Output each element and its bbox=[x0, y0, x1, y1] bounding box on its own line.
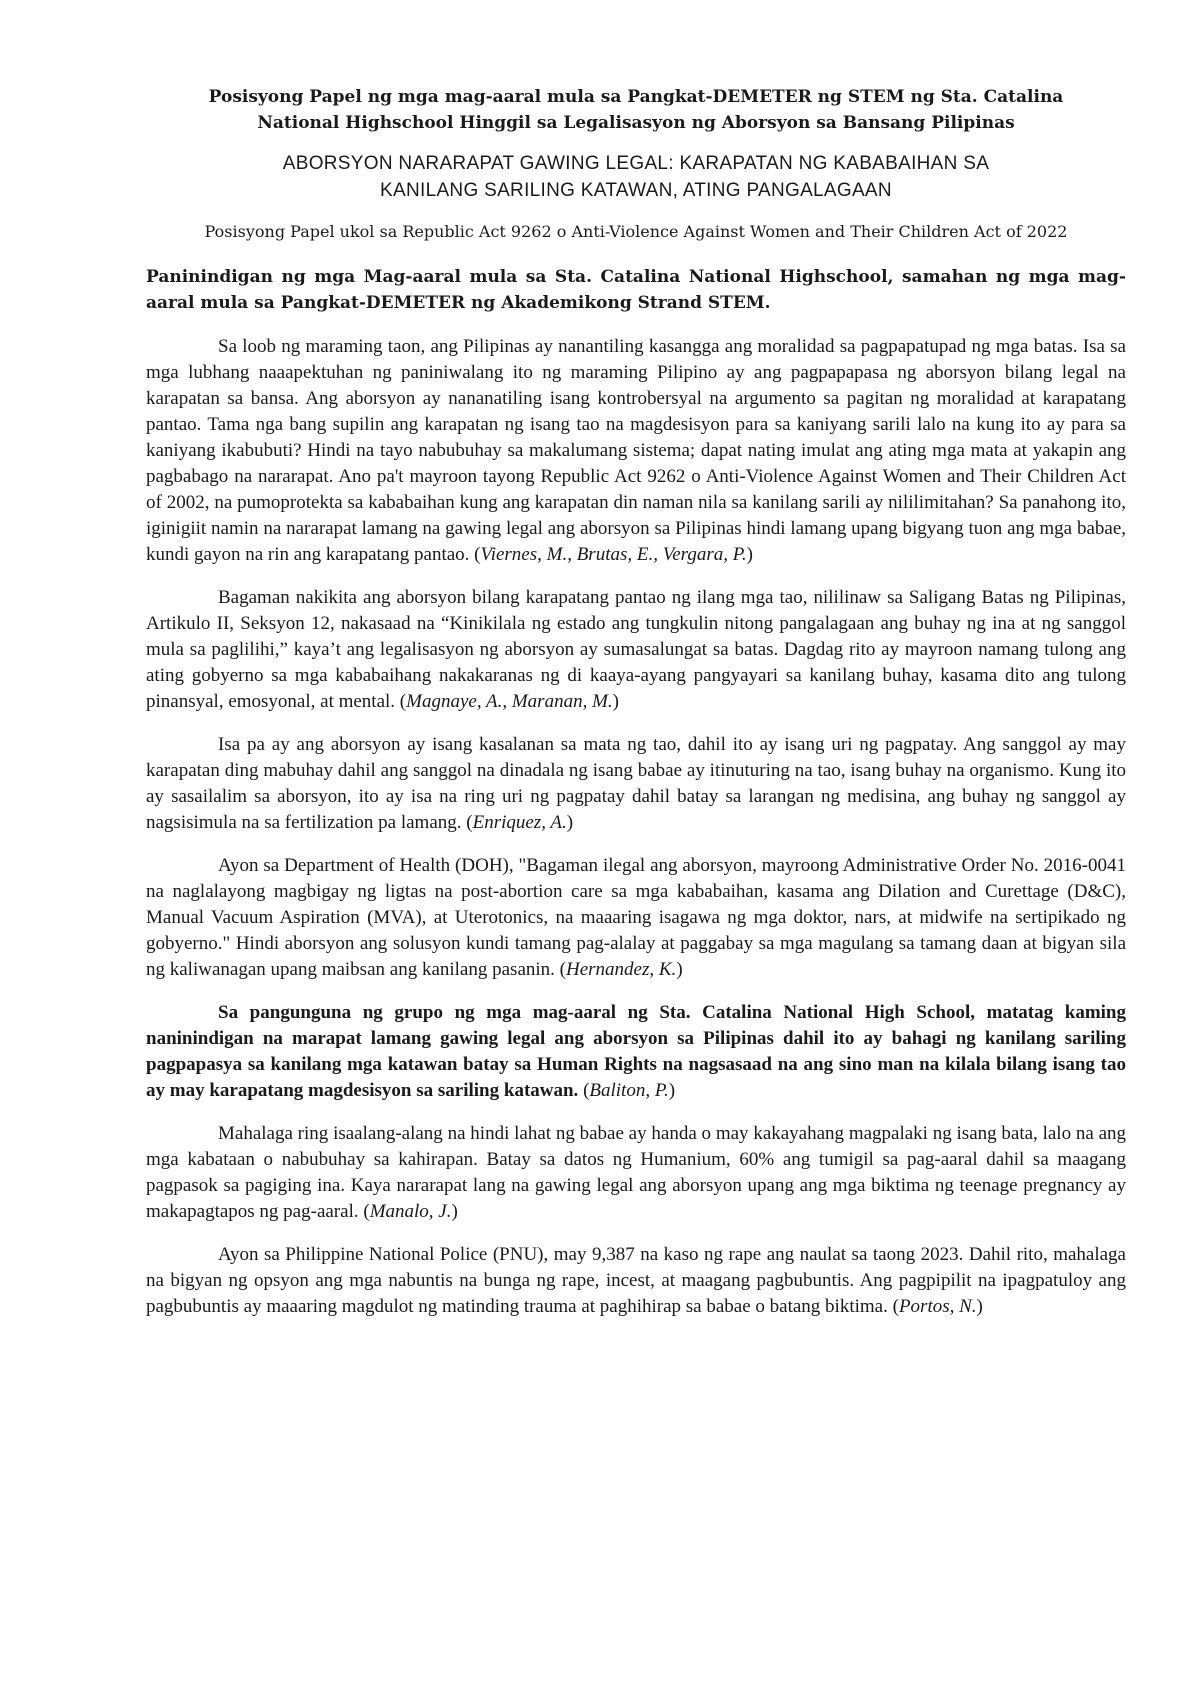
paragraph-5 bbox=[146, 1121, 1126, 1225]
citation-4-close: ) bbox=[676, 959, 683, 980]
paragraph-4-text: Ayon sa Department of Health (DOH), "Bagaman ilegal ang aborsyon, mayroong Administrative Order No. 2016-0041 na naglalayong magbigay ng ligtas na post-abortion care sa mga kababaihan, kasama ang Dilation and Curettage (D&C), Manual Vacuum Aspiration (MVA), at Uterotonics, na maaaring isagawa ng mga doktor, nars, at midwife na sertipikado ng gobyerno." Hindi aborsyon ang solusyon kundi tamang pag-alalay at paggabay sa mga magulang sa tamang daan at bigyan sila ng kaliwanagan upang maibsan ang kanilang pasanin. ( bbox=[146, 855, 1126, 980]
citation-3-close: ) bbox=[566, 812, 574, 833]
position-statement bbox=[146, 1000, 1126, 1104]
citation-3: Enriquez, A. bbox=[472, 812, 567, 833]
citation-6: Portos, N. bbox=[898, 1296, 977, 1317]
headline bbox=[146, 150, 1126, 204]
paragraph-1 bbox=[146, 334, 1126, 568]
citation-2: Magnaye, A., Maranan, M. bbox=[406, 691, 613, 712]
position-citation-open: ( bbox=[578, 1080, 590, 1101]
paragraph-3-text: Isa pa ay ang aborsyon ay isang kasalanan sa mata ng tao, dahil ito ay isang uri ng pagpatay. Ang sanggol ay may karapatan ding mabuhay dahil ang sanggol na dinadala ng isang babae ay itinuturing na tao, isang buhay na organismo. Kung ito ay sasailalim sa aborsyon, ito ay isa na ring uri ng pagpatay dahil batay sa larangan ng medisina, ang buhay ng sanggol ay nagsisimula na sa fertilization pa lamang. ( bbox=[146, 734, 1126, 833]
paragraph-1-text: Sa loob ng maraming taon, ang Pilipinas ay nanantiling kasangga ang moralidad sa pagpapatupad ng mga batas. Isa sa mga lubhang naaapektuhan ng paniniwalang ito ng maraming Pilipino ay ang pagpapapasa ng aborsyon bilang legal na karapatan sa bansa. Ang aborsyon ay nananatiling isang kontrobersyal na argumento sa pagitan ng moralidad at karapatang pantao. Tama nga bang supilin ang karapatan ng isang tao na magdesisyon para sa kaniyang sarili lalo na kung ito ay para sa kaniyang ikabubuti? Hindi na tayo nabubuhay sa makalumang sistema; dapat nating imulat ang ating mga mata at yakapin ang pagbabago na nararapat. Ano pa't mayroon tayong Republic Act 9262 o Anti-Violence Against Women and Their Children Act of 2002, na pumoprotekta sa kababaihan kung ang karapatan din naman nila sa kanilang sarili ay nililimitahan? Sa panahong ito, iginigiit namin na nararapat lamang na gawing legal ang aborsyon sa Pilipinas hindi lamang upang bigyang tuon ang mga babae, kundi gayon na rin ang karapatang pantao. ( bbox=[146, 336, 1126, 565]
title-line-1: Posisyong Papel ng mga mag-aaral mula sa Pangkat-DEMETER ng STEM ng Sta. Catalina bbox=[208, 87, 1064, 107]
citation-2-close: ) bbox=[612, 691, 619, 712]
paragraph-2-text: Bagaman nakikita ang aborsyon bilang karapatang pantao ng ilang mga tao, nililinaw sa Saligang Batas ng Pilipinas, Artikulo II, Seksyon 12, nakasaad na “Kinikilala ng estado ang tungkulin nitong pangalagaan ang buhay ng ina at ng sanggol mula sa paglilihi,” kaya’t ang legalisasyon ng aborsyon ay sumasalungat sa batas. Dagdag rito ay mayroon namang tulong ang ating gobyerno sa mga kababaihang nakakaranas ng di kaaya-ayang pangyayari sa kanilang buhay, kasama dito ang tulong pinansyal, emosyonal, at mental. ( bbox=[146, 587, 1126, 712]
position-citation: Baliton, P. bbox=[589, 1080, 669, 1101]
paragraph-6 bbox=[146, 1242, 1126, 1320]
citation-5-close: ) bbox=[451, 1201, 458, 1222]
citation-1: Viernes, M., Brutas, E., Vergara, P. bbox=[480, 544, 747, 565]
paragraph-6-text: Ayon sa Philippine National Police (PNU), may 9,387 na kaso ng rape ang naulat sa taong 2023. Dahil rito, mahalaga na bigyan ng opsyon ang mga nabuntis na bunga ng rape, incest, at maagang pagbubuntis. Ang pagpipilit na ipagpatuloy ang pagbubuntis ay maaaring magdulot ng matinding trauma at paghihirap sa babae o batang biktima. ( bbox=[146, 1244, 1126, 1317]
position-statement-text: Sa pangunguna ng grupo ng mga mag-aaral ng Sta. Catalina National High School, matatag kaming naninindigan na marapat lamang gawing legal ang aborsyon sa Pilipinas dahil ito ay bahagi ng kanilang sariling pagpapasya sa kanilang mga katawan batay sa Human Rights na nagsasaad na ang sino man na kilala bilang isang tao ay may karapatang magdesisyon sa sariling katawan. bbox=[146, 1002, 1126, 1101]
citation-6-close: ) bbox=[976, 1296, 983, 1317]
position-citation-close: ) bbox=[668, 1080, 676, 1101]
document-page bbox=[146, 84, 1126, 1337]
citation-4: Hernandez, K. bbox=[566, 959, 677, 980]
headline-line-2: KANILANG SARILING KATAWAN, ATING PANGALAGAAN bbox=[380, 180, 892, 201]
subtitle: Posisyong Papel ukol sa Republic Act 9262 o Anti-Violence Against Women and Their Children Act of 2022 bbox=[204, 222, 1068, 241]
paragraph-2 bbox=[146, 585, 1126, 715]
paragraph-5-text: Mahalaga ring isaalang-alang na hindi lahat ng babae ay handa o may kakayahang magpalaki ng isang bata, lalo na ang mga kabataan o nabubuhay sa kahirapan. Batay sa datos ng Humanium, 60% ang tumigil sa pag-aaral dahil sa maagang pagpasok sa pagiging ina. Kaya nararapat lang na gawing legal ang aborsyon upang ang mga biktima ng teenage pregnancy ay makapagtapos ng pag-aaral. ( bbox=[146, 1123, 1126, 1222]
citation-5: Manalo, J. bbox=[369, 1201, 452, 1222]
paragraph-4 bbox=[146, 853, 1126, 983]
paragraph-3 bbox=[146, 732, 1126, 836]
stance-statement: Paninindigan ng mga Mag-aaral mula sa Sta. Catalina National Highschool, samahan ng mga mag-aaral mula sa Pangkat-DEMETER ng Akademikong Strand STEM. bbox=[146, 267, 1126, 313]
headline-line-1: ABORSYON NARARAPAT GAWING LEGAL: KARAPATAN NG KABABAIHAN SA bbox=[282, 153, 990, 174]
document-title bbox=[146, 84, 1126, 136]
title-line-2: National Highschool Hinggil sa Legalisasyon ng Aborsyon sa Bansang Pilipinas bbox=[257, 113, 1015, 133]
citation-1-close: ) bbox=[746, 544, 753, 565]
